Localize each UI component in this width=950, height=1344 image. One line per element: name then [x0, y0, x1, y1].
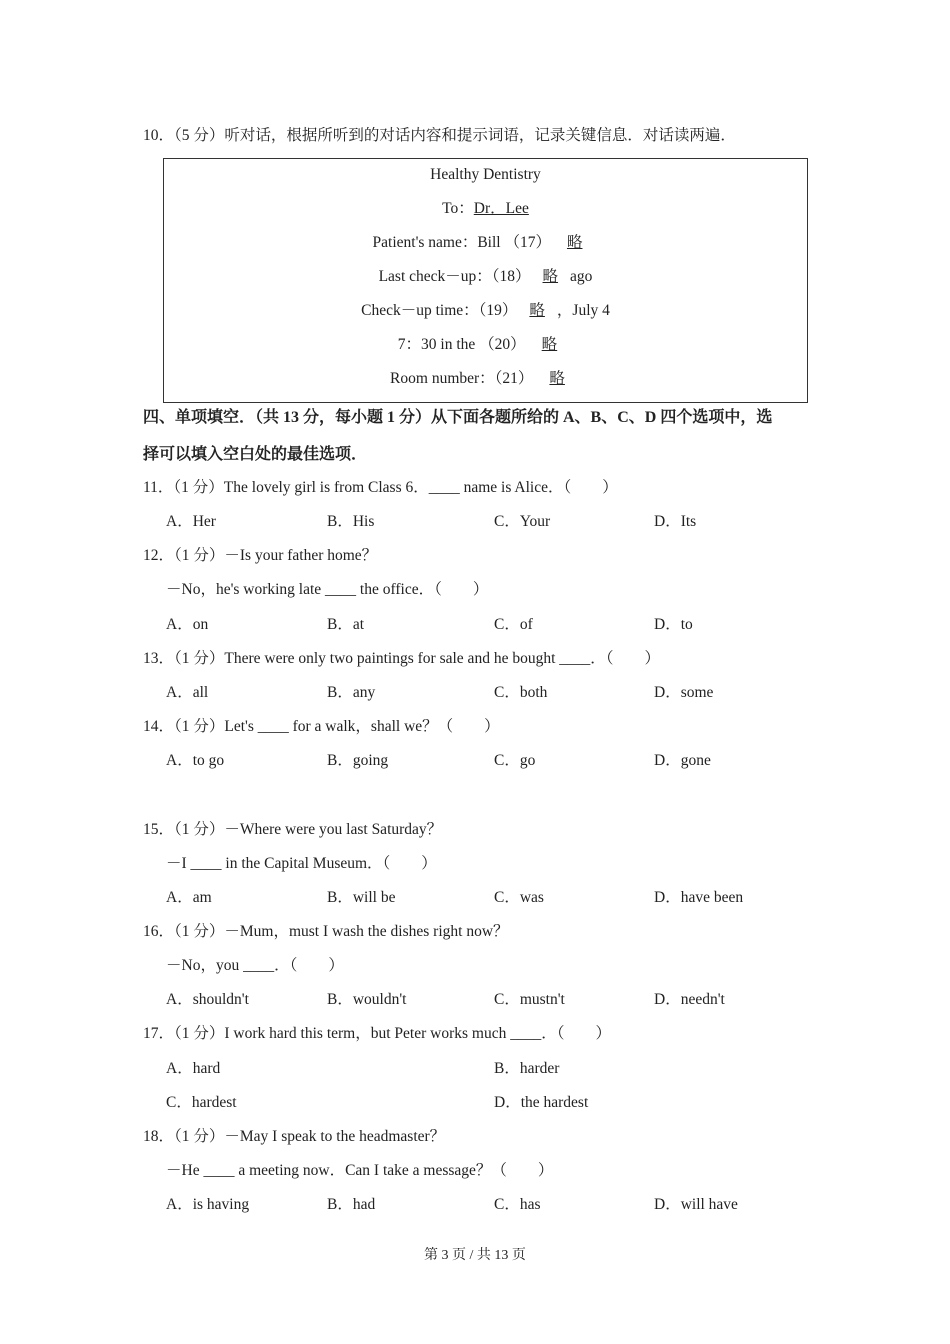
- card-title: Healthy Dentistry: [430, 166, 541, 183]
- card-checktime: [164, 301, 807, 321]
- q13-stem: 13．（1 分）There were only two paintings for sale and he bought ____．（ ）: [143, 650, 661, 667]
- q18-option-c: C．has: [494, 1196, 541, 1213]
- q12-option-a: A．on: [166, 616, 209, 633]
- q16-option-a: A．shouldn't: [166, 991, 249, 1008]
- q14-option-d: D．gone: [654, 752, 711, 769]
- q16-option-d: D．needn't: [654, 991, 725, 1008]
- q13-option-a: A．all: [166, 684, 209, 701]
- q17-stem: 17．（1 分）I work hard this term，but Peter works much ____．（ ）: [143, 1025, 611, 1042]
- q18-stem2: －He ____ a meeting now．Can I take a message？（ ）: [166, 1162, 554, 1179]
- card-to-label: To：: [442, 200, 474, 217]
- q11-option-c: C．Your: [494, 513, 551, 530]
- card-checktime-answer: 略: [529, 302, 545, 319]
- card-lastcheck-answer: 略: [542, 268, 559, 285]
- card-lastcheck-suffix: ago: [570, 268, 593, 285]
- q14-stem: 14．（1 分）Let's ____ for a walk，shall we？（ ）: [143, 718, 500, 735]
- q12-option-b: B．at: [327, 616, 365, 633]
- q17-option-c: C．hardest: [166, 1094, 237, 1111]
- card-room-label: Room number：（21）: [390, 370, 534, 387]
- q15-option-b: B．will be: [327, 889, 396, 906]
- q17-option-b: B．harder: [494, 1060, 560, 1077]
- q17-option-a: A．hard: [166, 1060, 221, 1077]
- card-patient-label: Patient's name：Bill （17）: [372, 234, 551, 251]
- card-patient: [164, 233, 807, 253]
- q18-stem: 18．（1 分）－May I speak to the headmaster？: [143, 1128, 446, 1145]
- q18-option-d: D．will have: [654, 1196, 738, 1213]
- card-checktime-label: Check－up time：（19）: [361, 302, 518, 319]
- q10-header: 10．（5 分）听对话，根据所听到的对话内容和提示词语，记录关键信息．对话读两遍．: [143, 127, 736, 144]
- q13-option-d: D．some: [654, 684, 714, 701]
- section4-heading-line1: 四、单项填空．（共 13 分，每小题 1 分）从下面各题所给的 A、B、C、D 四个选项中，选: [143, 409, 773, 426]
- card-room-answer: 略: [549, 370, 565, 387]
- card-patient-answer: 略: [566, 234, 583, 251]
- q13-option-c: C．both: [494, 684, 548, 701]
- card-lastcheck-label: Last check－up：（18）: [378, 268, 531, 285]
- q14-option-c: C．go: [494, 752, 536, 769]
- q15-stem: 15．（1 分）－Where were you last Saturday？: [143, 821, 443, 838]
- card-checktime-suffix: ，July 4: [556, 302, 610, 319]
- q13-option-b: B．any: [327, 684, 376, 701]
- card-to: [164, 199, 807, 219]
- card-time: [164, 335, 807, 355]
- card-time-answer: 略: [541, 336, 558, 353]
- q16-option-b: B．wouldn't: [327, 991, 407, 1008]
- q15-stem2: －I ____ in the Capital Museum．（ ）: [166, 855, 437, 872]
- q11-option-b: B．His: [327, 513, 375, 530]
- page-number: 第 3 页 / 共 13 页: [424, 1248, 526, 1263]
- q12-stem2: －No，he's working late ____ the office．（ ）: [166, 581, 489, 598]
- card-room: [164, 369, 807, 389]
- q17-option-d: D．the hardest: [494, 1094, 589, 1111]
- q18-option-b: B．had: [327, 1196, 376, 1213]
- q12-stem: 12．（1 分）－Is your father home？: [143, 547, 378, 564]
- q16-option-c: C．mustn't: [494, 991, 565, 1008]
- q11-option-a: A．Her: [166, 513, 216, 530]
- q11-stem: 11．（1 分）The lovely girl is from Class 6．____ name is Alice．（ ）: [143, 479, 618, 496]
- q18-option-a: A．is having: [166, 1196, 250, 1213]
- q16-stem2: －No，you ____．（ ）: [166, 957, 344, 974]
- card-lastcheck: [164, 267, 807, 287]
- card-to-value: Dr．Lee: [473, 200, 529, 217]
- q14-option-a: A．to go: [166, 752, 225, 769]
- section4-heading-line2: 择可以填入空白处的最佳选项．: [143, 446, 368, 463]
- card-time-label: 7：30 in the （20）: [397, 336, 526, 353]
- q11-option-d: D．Its: [654, 513, 697, 530]
- q15-option-c: C．was: [494, 889, 544, 906]
- q12-option-d: D．to: [654, 616, 693, 633]
- q12-option-c: C．of: [494, 616, 533, 633]
- q15-option-a: A．am: [166, 889, 212, 906]
- q16-stem: 16．（1 分）－Mum，must I wash the dishes right now？: [143, 923, 509, 940]
- q14-option-b: B．going: [327, 752, 389, 769]
- dentistry-card: [163, 158, 808, 403]
- q15-option-d: D．have been: [654, 889, 744, 906]
